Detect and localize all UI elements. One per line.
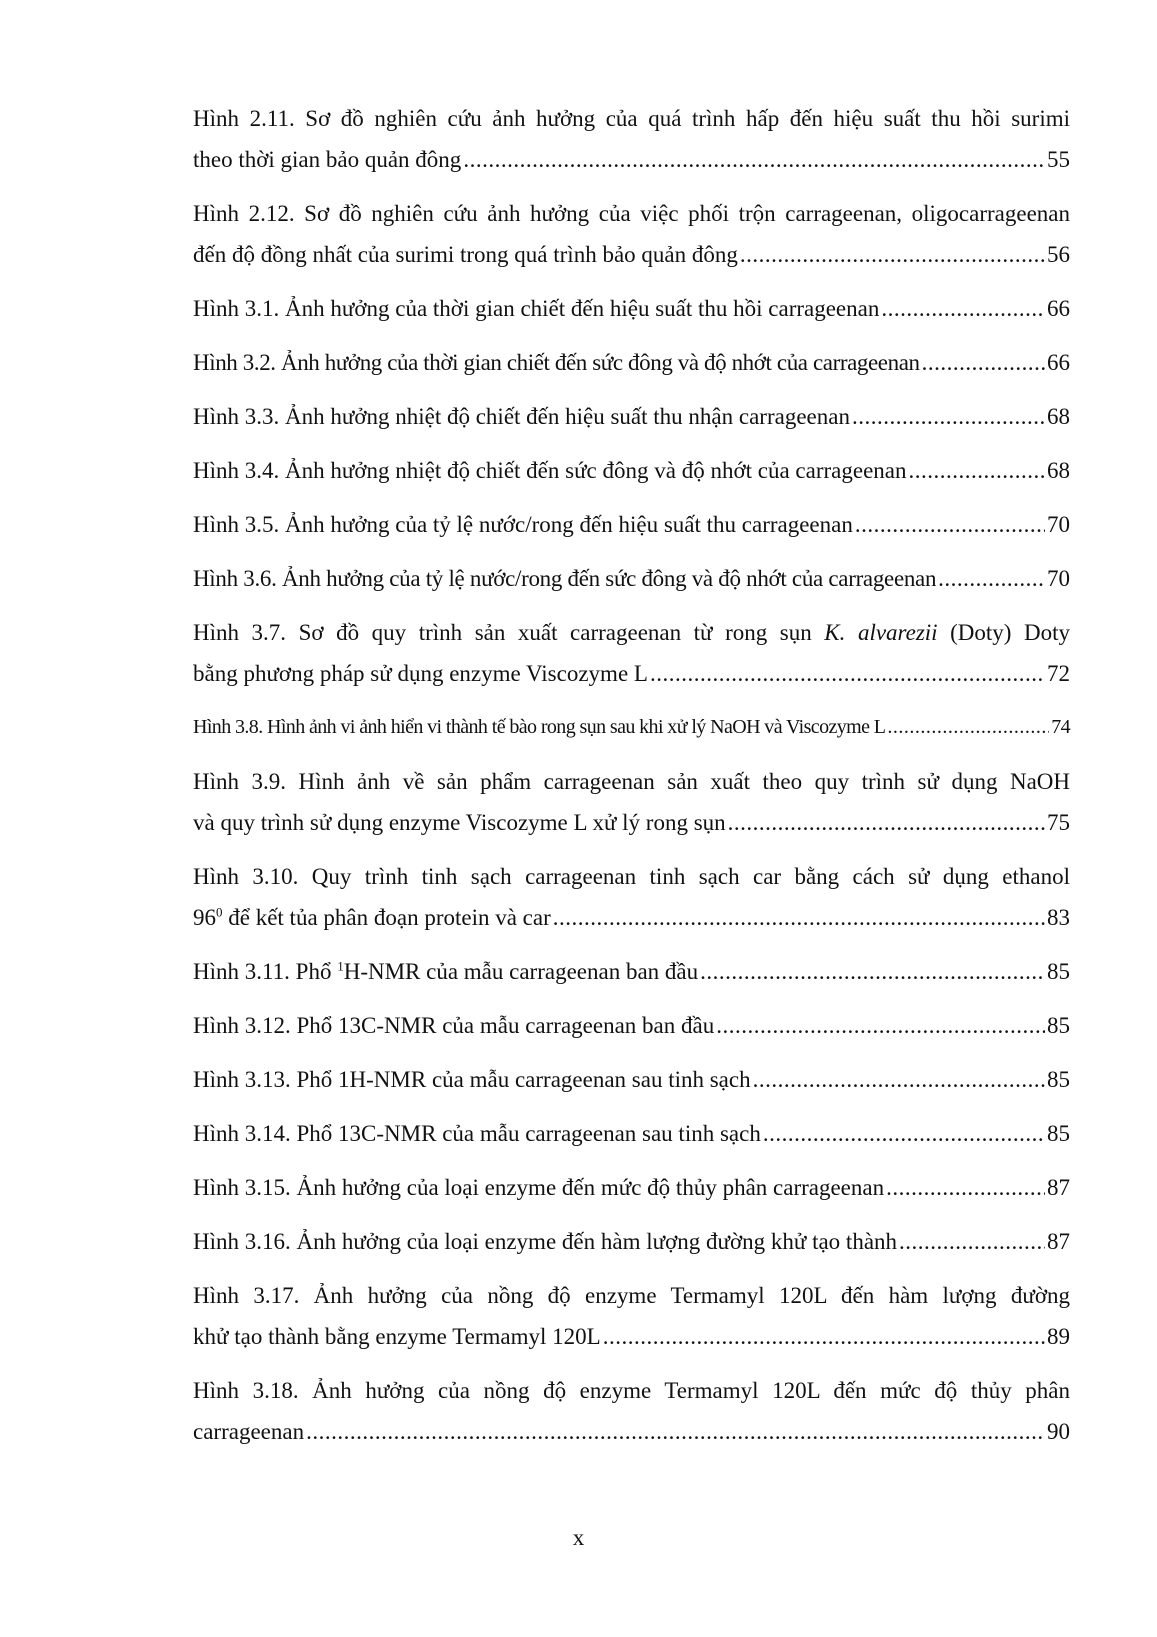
dot-leader xyxy=(753,1059,1045,1100)
toc-page-number: 90 xyxy=(1047,1419,1070,1444)
toc-page-number: 66 xyxy=(1047,296,1070,321)
toc-entry-text: và quy trình sử dụng enzyme Viscozyme L xử lý rong sụn xyxy=(193,810,726,835)
dot-leader xyxy=(763,1113,1045,1154)
toc-entry-text: Hình 3.5. Ảnh hưởng của tỷ lệ nước/rong đến hiệu suất thu carrageenan xyxy=(193,512,853,537)
toc-entry-text: Hình 3.17. Ảnh hưởng của nồng độ enzyme Termamyl 120L đến hàm lượng đường xyxy=(193,1283,1070,1308)
toc-entry-3-2 xyxy=(193,342,1070,383)
dot-leader xyxy=(306,1411,1045,1452)
dot-leader xyxy=(899,1221,1045,1262)
toc-entry-3-10 xyxy=(193,856,1070,938)
dot-leader xyxy=(650,653,1045,694)
toc-page-number: 85 xyxy=(1047,1121,1070,1146)
toc-entry-text: Hình 3.1. Ảnh hưởng của thời gian chiết đến hiệu suất thu hồi carrageenan xyxy=(193,296,880,321)
dot-leader xyxy=(938,558,1045,599)
dot-leader xyxy=(603,1316,1045,1357)
toc-page-number: 70 xyxy=(1047,512,1070,537)
dot-leader xyxy=(740,234,1045,275)
dot-leader xyxy=(922,342,1045,383)
toc-entry-3-3 xyxy=(193,396,1070,437)
toc-entry-text: Hình 3.13. Phổ 1H-NMR của mẫu carrageenan sau tinh sạch xyxy=(193,1067,751,1092)
toc-entry-2-12 xyxy=(193,193,1070,275)
toc-entry-text: Hình 3.11. Phổ $^1$H-NMR của mẫu carrageenan ban đầu xyxy=(193,958,699,984)
toc-entry-text: Hình 3.10. Quy trình tinh sạch carrageenan tinh sạch car bằng cách sử dụng ethanol xyxy=(193,864,1070,889)
toc-entry-3-8 xyxy=(193,707,1070,748)
toc-entry-text: carrageenan xyxy=(193,1419,305,1444)
toc-entry-text: Hình 3.6. Ảnh hưởng của tỷ lệ nước/rong đến sức đông và độ nhớt của carrageenan xyxy=(193,566,937,591)
toc-entry-text: Hình 3.7. Sơ đồ quy trình sản xuất carrageenan từ rong sụn K. alvarezii (Doty) Doty xyxy=(193,620,1070,645)
toc-entry-3-6 xyxy=(193,558,1070,599)
toc-page-number: 68 xyxy=(1047,404,1070,429)
toc-entry-3-12 xyxy=(193,1005,1070,1046)
toc-entry-3-14 xyxy=(193,1113,1070,1154)
toc-page-number: 85 xyxy=(1047,959,1070,984)
toc-entry-3-11 xyxy=(193,951,1070,992)
toc-page-number: 83 xyxy=(1047,905,1070,930)
toc-entry-text: Hình 3.14. Phổ 13C-NMR của mẫu carrageenan sau tinh sạch xyxy=(193,1121,761,1146)
dot-leader xyxy=(728,802,1045,843)
toc-entry-text: theo thời gian bảo quản đông xyxy=(193,147,462,172)
toc-entry-text: $96^0$ để kết tủa phân đoạn protein và car xyxy=(193,904,551,930)
toc-page-number: 56 xyxy=(1047,242,1070,267)
toc-entry-text: Hình 2.11. Sơ đồ nghiên cứu ảnh hưởng của quá trình hấp đến hiệu suất thu hồi surimi xyxy=(193,106,1070,131)
toc-entry-text: Hình 3.8. Hình ảnh vi ảnh hiển vi thành tế bào rong sụn sau khi xử lý NaOH và Viscozyme L xyxy=(193,716,886,738)
toc-entry-text: Hình 2.12. Sơ đồ nghiên cứu ảnh hưởng của việc phối trộn carrageenan, oligocarrageenan xyxy=(193,201,1070,226)
toc-entry-text: Hình 3.16. Ảnh hưởng của loại enzyme đến hàm lượng đường khử tạo thành xyxy=(193,1229,898,1254)
toc-page-number: 72 xyxy=(1047,661,1070,686)
dot-leader xyxy=(909,450,1045,491)
list-of-figures xyxy=(193,98,1070,1465)
toc-page-number: 87 xyxy=(1047,1175,1070,1200)
toc-entry-text: Hình 3.4. Ảnh hưởng nhiệt độ chiết đến sức đông và độ nhớt của carrageenan xyxy=(193,458,907,483)
toc-entry-text: Hình 3.15. Ảnh hưởng của loại enzyme đến mức độ thủy phân carrageenan xyxy=(193,1175,885,1200)
toc-entry-3-7 xyxy=(193,612,1070,694)
toc-entry-text: đến độ đồng nhất của surimi trong quá trình bảo quản đông xyxy=(193,242,738,267)
toc-entry-text: Hình 3.9. Hình ảnh về sản phẩm carrageenan sản xuất theo quy trình sử dụng NaOH xyxy=(193,769,1070,794)
toc-page-number: 55 xyxy=(1047,147,1070,172)
dot-leader xyxy=(852,396,1045,437)
toc-page-number: 75 xyxy=(1047,810,1070,835)
toc-entry-3-18 xyxy=(193,1370,1070,1452)
toc-entry-text: khử tạo thành bằng enzyme Termamyl 120L xyxy=(193,1324,601,1349)
toc-entry-text: Hình 3.3. Ảnh hưởng nhiệt độ chiết đến hiệu suất thu nhận carrageenan xyxy=(193,404,850,429)
toc-page-number: 85 xyxy=(1047,1013,1070,1038)
toc-page-number: 68 xyxy=(1047,458,1070,483)
toc-entry-3-16 xyxy=(193,1221,1070,1262)
toc-page-number: 70 xyxy=(1047,566,1070,591)
toc-entry-text: Hình 3.18. Ảnh hưởng của nồng độ enzyme Termamyl 120L đến mức độ thủy phân xyxy=(193,1378,1070,1403)
dot-leader xyxy=(553,897,1045,938)
page-number: x xyxy=(572,1525,585,1550)
toc-entry-text: Hình 3.12. Phổ 13C-NMR của mẫu carrageenan ban đầu xyxy=(193,1013,715,1038)
dot-leader xyxy=(887,707,1049,748)
toc-entry-text: Hình 3.2. Ảnh hưởng của thời gian chiết đến sức đông và độ nhớt của carrageenan xyxy=(193,350,920,375)
toc-page-number: 85 xyxy=(1047,1067,1070,1092)
dot-leader xyxy=(886,1167,1045,1208)
toc-entry-3-1 xyxy=(193,288,1070,329)
toc-entry-text: bằng phương pháp sử dụng enzyme Viscozyme L xyxy=(193,661,648,686)
dot-leader xyxy=(716,1005,1045,1046)
toc-entry-3-4 xyxy=(193,450,1070,491)
toc-entry-3-15 xyxy=(193,1167,1070,1208)
dot-leader xyxy=(700,951,1045,992)
dot-leader xyxy=(881,288,1045,329)
dot-leader xyxy=(855,504,1045,545)
toc-page-number: 87 xyxy=(1047,1229,1070,1254)
toc-entry-3-5 xyxy=(193,504,1070,545)
toc-entry-3-9 xyxy=(193,761,1070,843)
toc-entry-3-13 xyxy=(193,1059,1070,1100)
toc-page-number: 66 xyxy=(1047,350,1070,375)
dot-leader xyxy=(463,139,1045,180)
toc-page-number: 74 xyxy=(1051,716,1070,738)
toc-entry-2-11 xyxy=(193,98,1070,180)
toc-page-number: 89 xyxy=(1047,1324,1070,1349)
toc-entry-3-17 xyxy=(193,1275,1070,1357)
